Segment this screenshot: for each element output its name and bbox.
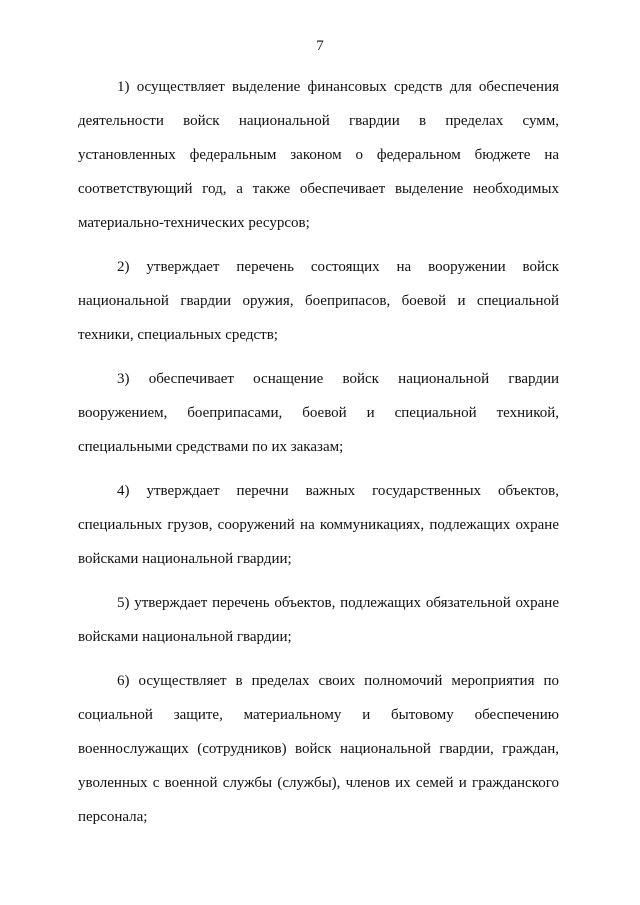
paragraph-item-1: 1) осуществляет выделение финансовых средств для обеспечения деятельности войск национальной гвардии в пределах сумм, установленных федеральным законом о федеральном бюджете на соответствующий год, а также обеспечивает выделение необходимых материально-технических ресурсов; [78,79,559,231]
page-number: 7 [316,38,324,54]
paragraph-item-3: 3) обеспечивает оснащение войск национальной гвардии вооружением, боеприпасами, боевой и специальной техникой, специальными средствами по их заказам; [78,371,559,455]
paragraph-item-5: 5) утверждает перечень объектов, подлежащих обязательной охране войсками национальной гвардии; [78,595,559,645]
paragraph-item-6: 6) осуществляет в пределах своих полномочий мероприятия по социальной защите, материальному и бытовому обеспечению военнослужащих (сотрудников) войск национальной гвардии, граждан, уволенных с военной службы (службы), членов их семей и гражданского персонала; [78,673,559,825]
document-body [78,70,559,844]
paragraph-item-4: 4) утверждает перечни важных государственных объектов, специальных грузов, сооружений на коммуникациях, подлежащих охране войсками национальной гвардии; [78,483,559,567]
paragraph-item-2: 2) утверждает перечень состоящих на вооружении войск национальной гвардии оружия, боеприпасов, боевой и специальной техники, специальных средств; [78,259,559,343]
